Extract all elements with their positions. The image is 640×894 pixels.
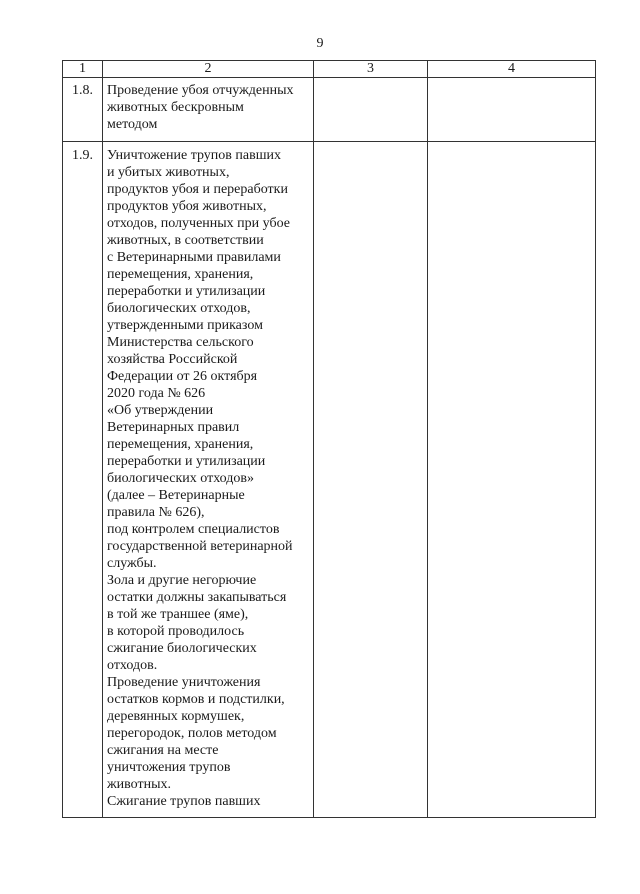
text-line: Уничтожение трупов павших (107, 148, 281, 163)
text-line: перемещения, хранения, (107, 437, 254, 452)
text-line: утвержденными приказом (107, 318, 263, 333)
text-line: биологических отходов» (107, 471, 254, 486)
text-line: животных. (107, 777, 172, 792)
text-line: отходов. (107, 658, 158, 673)
text-line: сжигания на месте (107, 743, 219, 758)
text-line: (далее – Ветеринарные (107, 488, 245, 503)
text-line: Федерации от 26 октября (107, 369, 258, 384)
text-line: Зола и другие негорючие (107, 573, 257, 588)
row-description (103, 142, 314, 818)
text-line: перемещения, хранения, (107, 267, 254, 282)
text-line: государственной ветеринарной (107, 539, 293, 554)
table-header-row (63, 61, 596, 78)
text-line: продуктов убоя и переработки (107, 182, 288, 197)
row-col-4 (428, 142, 596, 818)
text-line: животных, в соответствии (107, 233, 264, 248)
text-line: Ветеринарных правил (107, 420, 240, 435)
row-number: 1.8. (63, 78, 103, 142)
text-line: продуктов убоя животных, (107, 199, 267, 214)
header-col-3: 3 (314, 61, 428, 78)
text-line: остатков кормов и подстилки, (107, 692, 285, 707)
text-line: деревянных кормушек, (107, 709, 245, 724)
text-line: 2020 года № 626 (107, 386, 206, 401)
document-table (62, 60, 596, 818)
text-line: Проведение убоя отчужденных (107, 83, 294, 98)
text-line: остатки должны закапываться (107, 590, 287, 605)
table-row (63, 78, 596, 142)
text-line: животных бескровным (107, 100, 244, 115)
text-line: перегородок, полов методом (107, 726, 277, 741)
text-line: переработки и утилизации (107, 454, 266, 469)
text-line: методом (107, 117, 158, 132)
row-description (103, 78, 314, 142)
text-line: под контролем специалистов (107, 522, 280, 537)
text-line: Проведение уничтожения (107, 675, 261, 690)
row-col-4 (428, 78, 596, 142)
row-col-3 (314, 78, 428, 142)
text-line: службы. (107, 556, 157, 571)
table-row (63, 142, 596, 818)
row-number: 1.9. (63, 142, 103, 818)
text-line: в той же траншее (яме), (107, 607, 249, 622)
text-line: в которой проводилось (107, 624, 245, 639)
text-line: Министерства сельского (107, 335, 254, 350)
text-line: «Об утверждении (107, 403, 214, 418)
header-col-2: 2 (103, 61, 314, 78)
text-line: хозяйства Российской (107, 352, 238, 367)
text-line: отходов, полученных при убое (107, 216, 290, 231)
row-col-3 (314, 142, 428, 818)
text-line: сжигание биологических (107, 641, 257, 656)
text-line: правила № 626), (107, 505, 205, 520)
text-line: биологических отходов, (107, 301, 251, 316)
text-line: с Ветеринарными правилами (107, 250, 281, 265)
text-line: и убитых животных, (107, 165, 230, 180)
header-col-1: 1 (63, 61, 103, 78)
text-line: уничтожения трупов (107, 760, 231, 775)
page-number: 9 (316, 36, 324, 51)
text-line: Сжигание трупов павших (107, 794, 261, 809)
header-col-4: 4 (428, 61, 596, 78)
text-line: переработки и утилизации (107, 284, 266, 299)
